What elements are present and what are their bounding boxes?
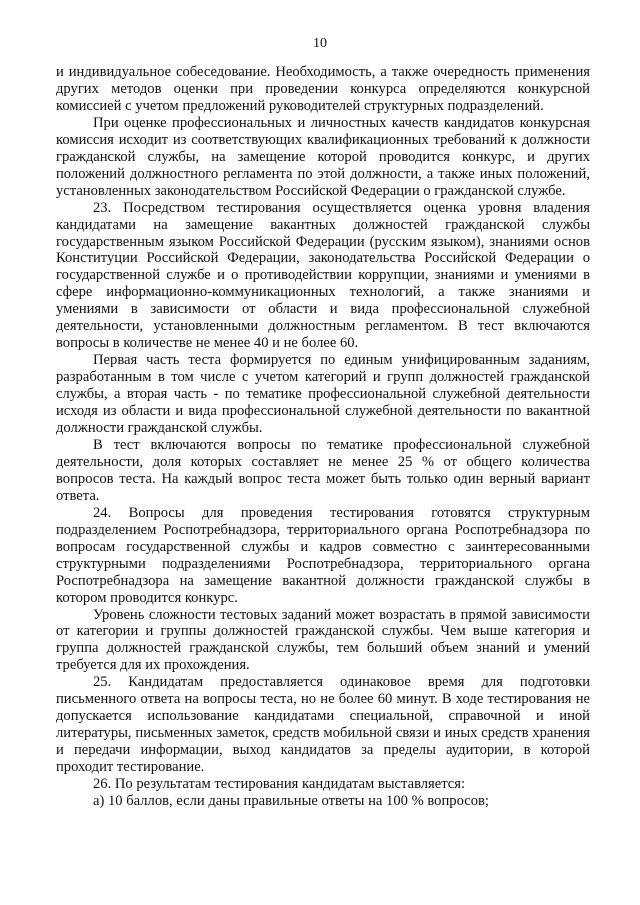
paragraph-item-24: 24. Вопросы для проведения тестирования готовятся структурным подразделением Роспотребнадзора, территориального органа Роспотребнадзора по вопросам государственной службы и кадров совместно с заинтересованными структурными подразделениями Роспотребнадзора, территориального органа Роспотребнадзора на замещение вакантной должности гражданской службы в котором проводится конкурс. [56, 504, 590, 606]
paragraph: Уровень сложности тестовых заданий может возрастать в прямой зависимости от категории и группы должностей гражданской службы. Чем выше категория и группа должностей гражданской службы, тем больший объем знаний и умений требуется для их прохождения. [56, 606, 590, 674]
document-body [56, 64, 590, 810]
paragraph: В тест включаются вопросы по тематике профессиональной служебной деятельности, доля которых составляет не менее 25 % от общего количества вопросов теста. На каждый вопрос теста может быть только один верный вариант ответа. [56, 436, 590, 504]
paragraph-item-23: 23. Посредством тестирования осуществляется оценка уровня владения кандидатами на замещение вакантных должностей гражданской службы государственным языком Российской Федерации (русским языком), знаниями основ Конституции Российской Федерации, законодательства Российской Федерации о государственной службе и о противодействии коррупции, знаниями и умениями в сфере информационно-коммуникационных технологий, а также знаниями и умениями в зависимости от области и вида профессиональной служебной деятельности, установленными должностным регламентом. В тест включаются вопросы в количестве не менее 40 и не более 60. [56, 199, 590, 352]
list-item-a: а) 10 баллов, если даны правильные ответы на 100 % вопросов; [93, 792, 489, 809]
paragraph: Первая часть теста формируется по единым унифицированным заданиям, разработанным в том числе с учетом категорий и групп должностей гражданской службы, а вторая часть - по тематике профессиональной служебной деятельности исходя из области и вида профессиональной служебной деятельности по вакантной должности гражданской службы. [56, 352, 590, 437]
paragraph: При оценке профессиональных и личностных качеств кандидатов конкурсная комиссия исходит из соответствующих квалификационных требований к должности гражданской службы, на замещение которой проводится конкурс, и других положений должностного регламента по этой должности, а также иных положений, установленных законодательством Российской Федерации о гражданской службе. [56, 114, 590, 199]
page-number: 10 [313, 36, 327, 51]
paragraph-item-26: 26. По результатам тестирования кандидатам выставляется: [93, 776, 466, 793]
paragraph-item-25: 25. Кандидатам предоставляется одинаковое время для подготовки письменного ответа на вопросы теста, но не более 60 минут. В ходе тестирования не допускается использование кандидатами специальной, справочной и иной литературы, письменных заметок, средств мобильной связи и иных средств хранения и передачи информации, выход кандидатов за пределы аудитории, в которой проходит тестирование. [56, 674, 590, 776]
paragraph-continuation: и индивидуальное собеседование. Необходимость, а также очередность применения других методов оценки при проведении конкурса определяются конкурсной комиссией с учетом предложений руководителей структурных подразделений. [56, 64, 590, 114]
